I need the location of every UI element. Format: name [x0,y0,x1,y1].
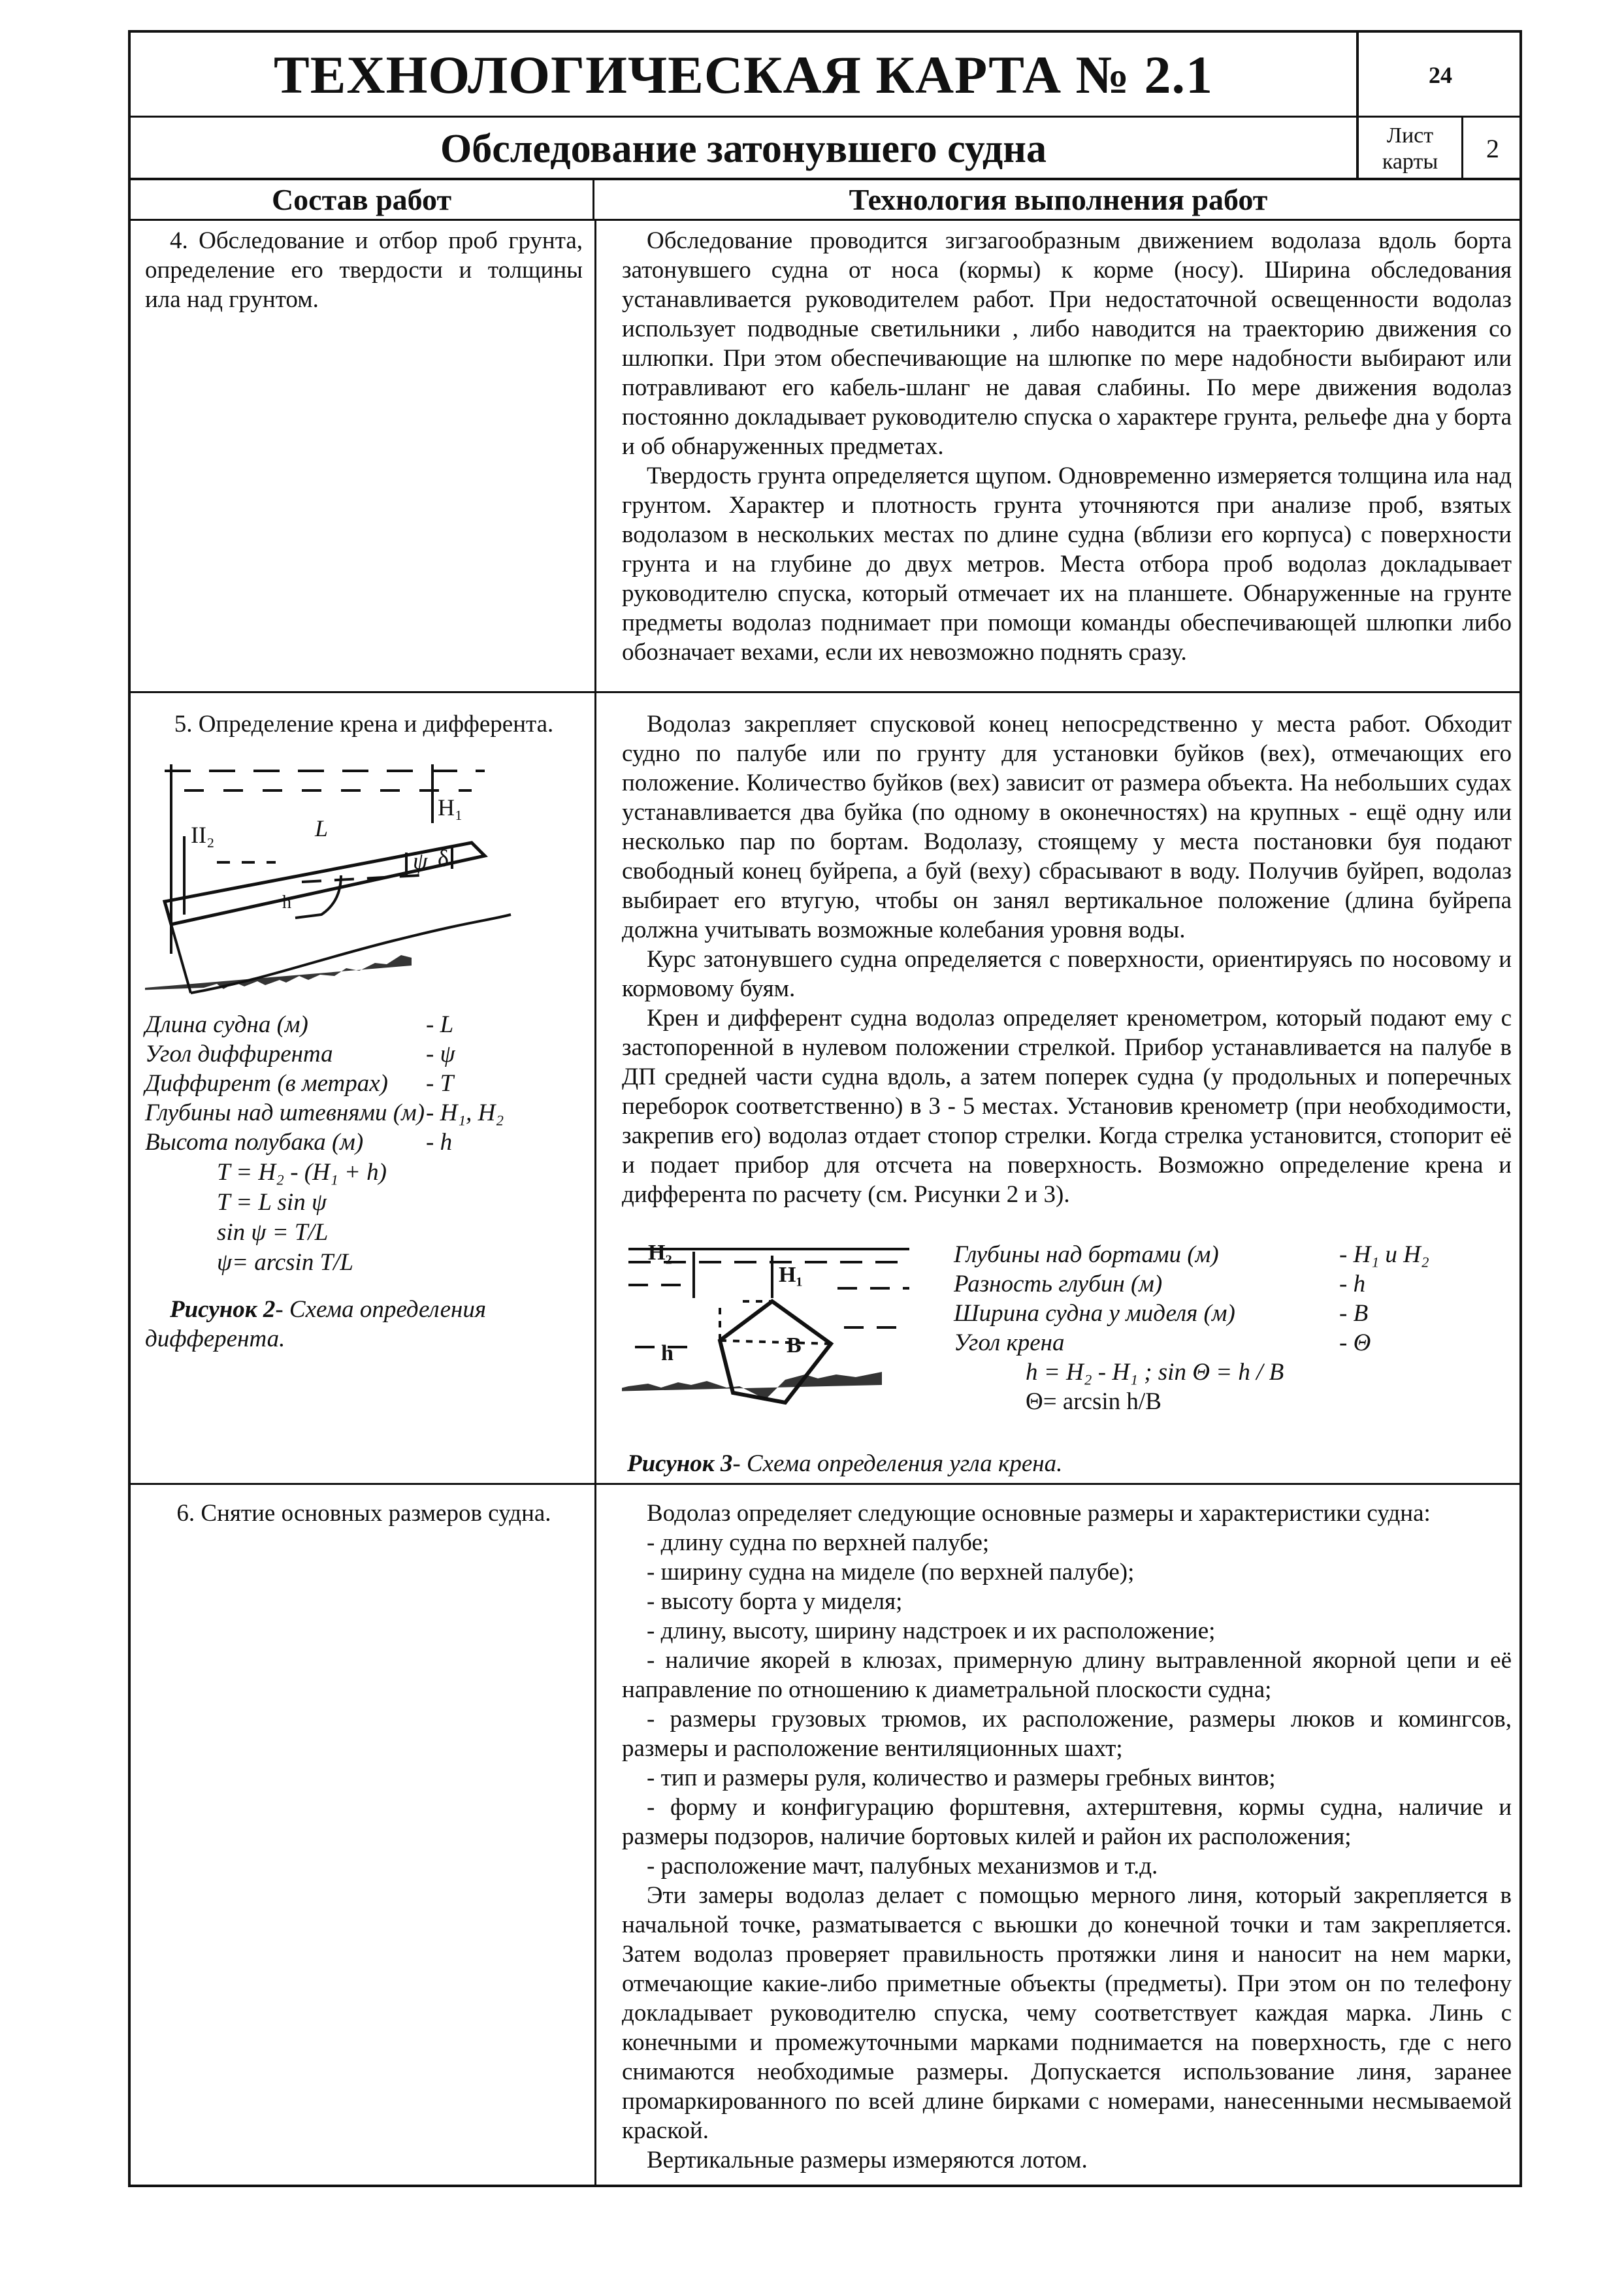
paragraph: Курс затонувшего судна определяется с поверхности, ориентируясь по носовому и кормовому буям. [622,946,1512,1002]
paragraph: Крен и дифферент судна водолаз определяет кренометром, который подают ему с застопоренной в нулевом положении стрелкой. Прибор устанавливается на палубе в ДП средней части судна вдоль, а затем поперек судна (у продольных и поперечных переборок соответственно) в 3 - 5 местах. Установив кренометр (при необходимости, закрепив его) водолаз отдает стопор стрелки. Когда стрелка установится, стопорит её и подает прибор для отсчета на поверхность. Возможно определение крена и дифферента по расчету (см. Рисунки 2 и 3). [622,1005,1512,1208]
caption-label: Рисунок 2 [170,1296,276,1323]
page-frame [128,30,1522,2187]
legend-symbol: - L [426,1011,454,1038]
column-header-works: Состав работ [131,180,594,221]
label-h2: II₂ [191,822,215,848]
legend-symbol: - H₁, H₂ [426,1099,504,1126]
row6-work: 6. Снятие основных размеров судна. [176,1500,551,1527]
card-title: ТЕХНОЛОГИЧЕСКАЯ КАРТА № 2.1 [131,33,1359,118]
figure-2-caption [145,1295,583,1354]
caption-text: - Схема определения угла крена. [732,1450,1063,1477]
formula: ψ= arcsin T/L [217,1249,354,1276]
label-l: L [315,815,329,841]
paragraph: Твердость грунта определяется щупом. Одновременно измеряется толщина ила над грунтом. Характер и плотность грунта уточняются при анализе проб, взятых водолазом в нескольких местах по длине судна (вблизи его корпуса) с поверхности грунта и на глубине до двух метров. Места отбора проб водолаз докладывает руководителю спуска, который отмечает их на планшете. Обнаруженные на грунте предметы водолаз поднимает при помощи команды обеспечивающей шлюпки либо обозначает вехами, если их невозможно поднять сразу. [622,463,1512,666]
legend-row [145,1098,583,1128]
paragraph: Водолаз закрепляет спусковой конец непосредственно у места работ. Обходит судно по палубе или по грунту для установки буйков (вех), отмечающих его положение. Количество буйков (вех) зависит от размера объекта. На небольших судах устанавливается два буйка (по одному в оконечностях) на крупных - ещё одну или несколько пар по бортам. Водолазу, стоящему у места постановки буя подают свободный конец буйрепа, а буй (веху) сбрасывают в воду. Получив буйреп, водолаз выбирает его втугую, чтобы он занял вертикальное положение (длина буйрепа должна учитывать возможные колебания уровня воды. [622,711,1512,943]
legend-symbol: - Θ [1339,1329,1371,1356]
legend-term: Длина судна (м) [145,1011,308,1038]
list-item: - длину судна по верхней палубе; [647,1529,990,1556]
legend-term: Высота полубака (м) [145,1129,364,1156]
caption-text: - Схема определения дифферента. [145,1296,487,1352]
figure-2-legend [145,1010,583,1157]
formula: Θ= arcsin h/B [1026,1388,1161,1415]
label-t: δ [438,845,449,871]
formula: T = H₂ - (H₁ + h) [217,1159,387,1186]
row5-technology [622,709,1512,1209]
formula: h = H₂ - H₁ ; sin Θ = h / B [1026,1359,1284,1386]
list-item: - высоту борта у миделя; [647,1588,903,1615]
paragraph: Обследование проводится зигзагообразным движением водолаза вдоль борта затонувшего судна от носа (кормы) к корме (носу). Ширина обследования устанавливается руководителем работ. При недостаточной освещенности водолаз использует подводные светильники , либо наводится на траекторию движения со шлюпки. При этом обеспечивающие на шлюпке по мере надобности выбирают или потравливают его кабель-шланг не давая слабины. По мере движения водолаз постоянно докладывает руководителю спуска о характере грунта, рельефе дна у борта и об обнаруженных предметах. [622,227,1512,460]
legend-term: Глубины над штевнями (м) [145,1099,425,1126]
legend-term: Разность глубин (м) [954,1271,1163,1297]
legend-symbol: - h [426,1129,453,1156]
row5-work: 5. Определение крена и дифферента. [174,711,554,738]
card-subtitle: Обследование затонувшего судна [131,118,1359,180]
paragraph: Эти замеры водолаз делает с помощью мерного линя, который закрепляется в начальной точке, разматывается с вьюшки до конечной точки и там закрепляется. Затем водолаз проверяет правильность протяжки линя и наносит на нем марки, отмечающие какие-либо приметные объекты (предметы). При этом он по телефону докладывает руководителю спуска, чему соответствует каждая марка. Линь с конечными и промежуточными марками поднимается на поверхность, где с него снимаются необходимые размеры. Допускается использование линя, заранее промаркированного по всей длине бирками с номерами, нанесенными несмываемой краской. [622,1882,1512,2144]
legend-symbol: - H₁ и H₂ [1339,1241,1429,1268]
legend-row [954,1269,1516,1299]
row6-technology [622,1499,1512,2175]
formula: sin ψ = T/L [217,1219,329,1246]
legend-symbol: - h [1339,1271,1366,1297]
legend-row [954,1240,1516,1269]
row-divider [131,1483,1522,1485]
label-psi: ψ [413,848,428,874]
legend-row [145,1010,583,1039]
figure-2-formulas [217,1158,387,1278]
label-h2: H₂ [648,1241,672,1265]
legend-row [145,1069,583,1098]
paragraph: Вертикальные размеры измеряются лотом. [647,2147,1088,2173]
figure-2-trim-diagram [145,745,524,1006]
row-divider [131,691,1522,693]
row4-work: 4. Обследование и отбор проб грунта, определение его твердости и толщины ила над грунтом. [145,227,583,313]
figure-3-heel-diagram [622,1236,922,1439]
legend-term: Угол диффирента [145,1041,333,1067]
list-item: - ширину судна на миделе (по верхней палубе); [647,1559,1135,1586]
label-h: h [661,1341,674,1365]
legend-term: Ширина судна у миделя (м) [954,1300,1235,1327]
column-header-technology: Технология выполнения работ [594,180,1522,221]
legend-symbol: - B [1339,1300,1369,1327]
label-h1: H₁ [438,794,463,821]
list-item: - тип и размеры руля, количество и размеры гребных винтов; [647,1764,1276,1791]
page-number: 24 [1359,33,1522,118]
list-item: - наличие якорей в клюзах, примерную длину вытравленной якорной цепи и её направление по отношению к диаметральной плоскости судна; [622,1647,1512,1703]
caption-label: Рисунок 3 [627,1450,733,1477]
legend-term: Глубины над бортами (м) [954,1241,1219,1268]
list-item: - расположение мачт, палубных механизмов и т.д. [647,1853,1158,1879]
sheet-number: 2 [1463,118,1522,180]
label-h1: H₁ [779,1263,803,1287]
legend-term: Диффирент (в метрах) [145,1070,388,1097]
legend-symbol: - T [426,1070,454,1097]
figure-3-caption [627,1449,1062,1478]
legend-row [145,1128,583,1157]
list-item: - размеры грузовых трюмов, их расположение, размеры люков и комингсов, размеры и расположение вентиляционных шахт; [622,1706,1512,1762]
sheet-label: Лист карты [1359,118,1463,180]
list-item: - длину, высоту, ширину надстроек и их расположение; [647,1618,1216,1644]
legend-term: Угол крена [954,1329,1065,1356]
legend-row [954,1299,1516,1328]
list-item: - форму и конфигурацию форштевня, ахтерштевня, кормы судна, наличие и размеры подзоров, наличие бортовых килей и район их расположения; [622,1794,1512,1850]
figure-3-legend [954,1240,1516,1416]
legend-row [954,1328,1516,1358]
column-divider [594,221,596,2187]
row4-technology [622,226,1512,667]
legend-symbol: - ψ [426,1041,455,1067]
label-b: B [787,1333,802,1358]
paragraph: Водолаз определяет следующие основные размеры и характеристики судна: [647,1500,1431,1527]
formula: T = L sin ψ [217,1189,327,1216]
legend-row [145,1039,583,1069]
label-h: h [282,892,291,913]
